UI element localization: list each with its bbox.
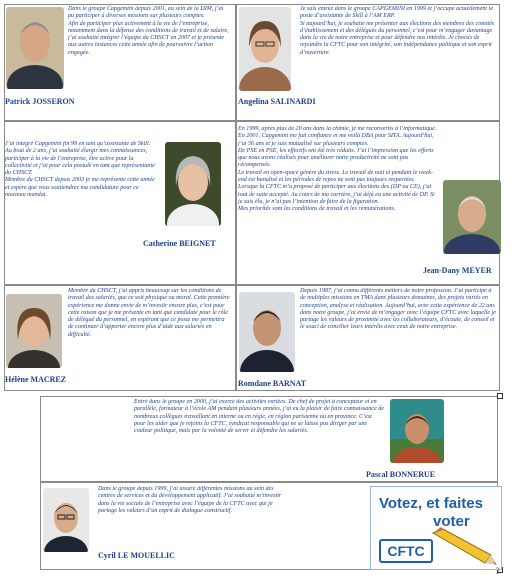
portrait-image — [165, 142, 221, 226]
selection-handle[interactable] — [497, 393, 503, 399]
profile-name: Cyril LE MOUELLIC — [98, 551, 175, 560]
page-number: 3 — [495, 566, 500, 576]
vote-poster — [370, 486, 502, 570]
profile-name: Hélène MACREZ — [5, 375, 67, 384]
portrait-image — [43, 488, 89, 552]
photo-salinardi — [239, 7, 291, 91]
profile-text: Membre du CHSCT, j’ai appris beaucoup sur les conditions de travail des salariés, que ce soit physique ou moral. Cette première expérience me donne envie de m’investir encore plus, c’est pour cette raison que je me présente en tant que candidate pour le rôle de délégué du personnel, en espérant que ce poste me permettra de continuer d’apporter encore plus d’aide aux salariés en difficulté. — [68, 288, 230, 338]
photo-macrez — [6, 294, 62, 368]
portrait-image — [6, 7, 64, 89]
portrait-image — [239, 292, 295, 372]
photo-beignet — [165, 142, 221, 226]
profile-text: Dans le groupe Capgemini depuis 2001, au sein de la DIM, j’ai pu participer à diverses missions sur plusieurs comptes. Afin de participer plus activement à la vie de l’entreprise, notamment dans la défense des conditions de travail et de salaire, j’ai souhaité intégrer l’équipe du CHSCT en 2007 et je présente aux autres instances cette année afin de poursuivre l’action engagée. — [68, 6, 229, 56]
profile-text: Entré dans le groupe en 2000, j’ai exercé des activités variées. De chef de projet à concepteur et en parallèle, formateur à l’école AM pendant plusieurs années, j’ai eu la plaisir de faire connaissance de nombreux collègues travaillant en interne ou en régie, en région parisienne ou en province. C’est pour les aider que je rejoins la CFTC, syndicat responsable qui ne se laisse pas diriger par une couleur politique, mais par la volonté de servir et défendre les salariés. — [134, 399, 384, 435]
profile-text: Depuis 1987, j’ai connu différents métiers de notre profession. J’ai participé à de multiples missions en TMA dans plusieurs domaines, des projets variés en conception, analyse et réalisation. Aujourd’hui, avec cette expérience de 22 ans dans notre groupe, j’ai envie de m’engager avec l’équipe CFTC avec laquelle je partage les valeurs de proximité avec les collaborateurs, d’écoute, de conseil et le souci de concilier leurs intérêts avec ceux de notre entreprise. — [300, 288, 497, 331]
poster-line-2: voter — [433, 513, 470, 530]
cftc-logo: CFTC — [379, 539, 433, 563]
portrait-image — [239, 7, 291, 91]
portrait-image — [390, 399, 444, 463]
profile-name: Patrick JOSSERON — [5, 97, 75, 106]
portrait-image — [6, 294, 62, 368]
profile-text: J’ai intégré Capgemini fin 99 en tant qu’assistante de Skill. Au bout de 2 ans, j’ai souhaité élargir mes connaissances, participer à la vie de l’entreprise, être active pour la collectivité et j’ai pour cela postulé en tant que représentante du CHSCT. Membre du CHSCT depuis 2003 je me représente cette année et espère que vous soutiendrez ma candidature pour ce nouveau mandat. — [5, 141, 155, 199]
poster-line-1: Votez, et faites — [379, 495, 483, 512]
profile-text: Dans le groupe depuis 1999, j’ai assuré différentes missions au sein des centres de services et du développement applicatif. J’ai souhaité m’investir dans la vie sociale de l’entreprise avec l’équipe de la CFTC avec qui je partage les valeurs d’un esprit de dialogue constructif. — [98, 486, 282, 514]
pencil-icon — [429, 527, 499, 567]
profile-name: Catherine BEIGNET — [143, 239, 216, 248]
photo-barnat — [239, 292, 295, 372]
profile-text: En 1999, après plus de 20 ans dans la chimie, je me reconvertis à l’informatique. En 2001, Capgemini me fait confiance et me voilà DBA pour SITA. Aujourd’hui, j’ai 56 ans et je suis mutualisé sur plusieurs comptes. De PSE en PSE, les effectifs ont été très réduits. J’ai l’impression que les efforts que nous avons réalisés pour améliorer notre productivité ne sont pas récompensés. Le travail en open-space génère du stress. Le travail de nuit et pendant le week-end est banalisé et les périodes de repos ne sont pas toujours respectées. Lorsque la CFTC m’a proposé de participer aux élections des (DP ou CE), j’ai tout de suite accepté. Au cours de ma carrière, j’ai déjà eu une activité de DP. Si je suis élu, je n’ai pas l’intention de faire de la figuration. Mes priorités sont les conditions de travail et les rémunérations. — [238, 126, 437, 213]
profile-name: Pascal BONNERUE — [366, 470, 436, 479]
profile-name: Romdane BARNAT — [238, 379, 307, 388]
photo-meyer — [443, 180, 501, 254]
photo-lemouellic — [43, 488, 89, 552]
photo-bonnerue — [390, 399, 444, 463]
profile-name: Angelina SALINARDI — [238, 97, 316, 106]
portrait-image — [443, 180, 501, 254]
profile-text: Je suis entrée dans le groupe CAPGEMINI en 1999 et j’occupe actuellement le poste d’assistante de Skill à l’AM ERP. Si aujourd’hui, je souhaite me présenter aux élections des membres des comités d’établissement et des délégués du personnel, c’est pour m’engager davantage dans la vie de notre entreprise et pour défendre nos intérêts. Je choisis de rejoindre la CFTC pour son intégrité, son indépendance politique et son esprit d’ouverture. — [300, 6, 495, 56]
photo-josseron — [6, 7, 64, 89]
profile-name: Jean-Dany MEYER — [423, 266, 492, 275]
